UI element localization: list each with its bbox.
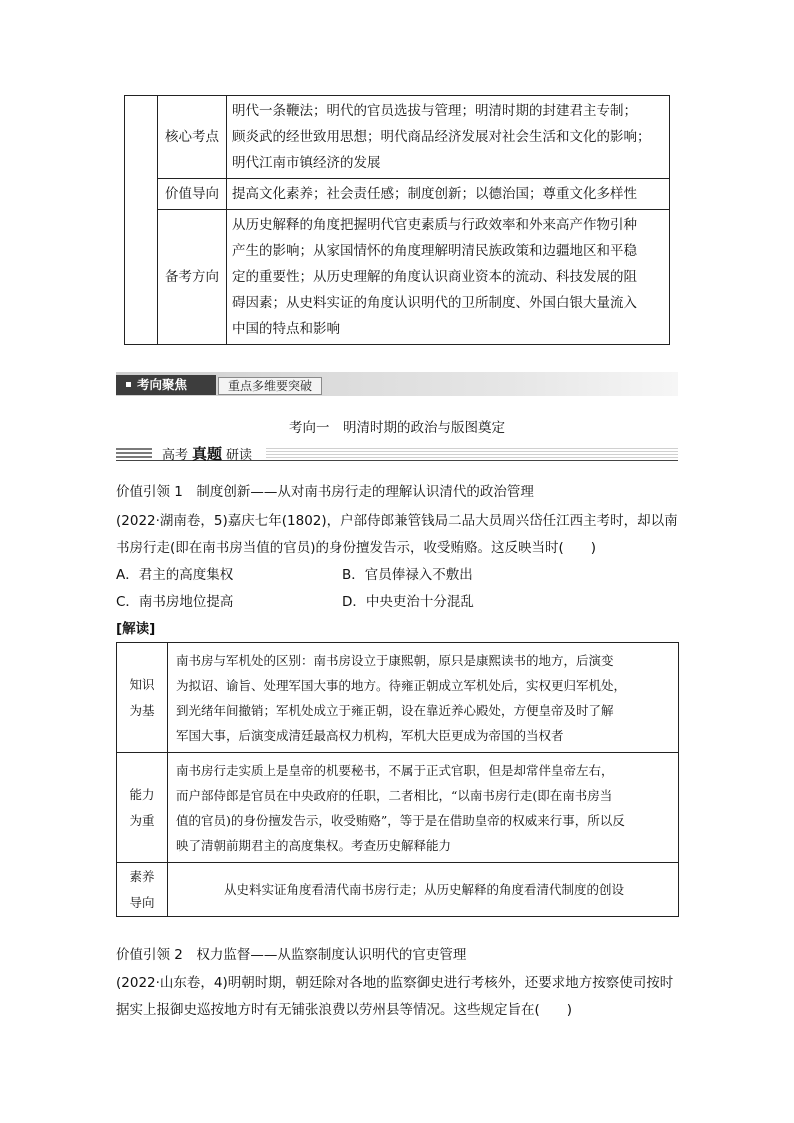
analysis-text-knowledge: 南书房与军机处的区别：南书房设立于康熙朝，原只是康熙读书的地方，后演变 为拟诏、谕旨、处理军国大事的地方。待雍正朝成立军机处后，实权更归军机处， 到光绪年间撤销；军机处成立于雍正朝，设在靠近养心殿处，方便皇帝及时了解 军国大事，后演变成清廷最高权力机构，军机大臣更成为帝国的当权者 [168, 643, 679, 753]
label-prep-direction: 备考方向 [158, 210, 227, 345]
q1-option-b: B．官员俸禄入不敷出 [342, 567, 473, 583]
q1-stem-line2: 书房行走(即在南书房当值的官员)的身份擅发告示，收受贿赂。这反映当时( ) [116, 540, 597, 556]
ribbon-stripe-left [116, 448, 152, 459]
ribbon-stripe-right [266, 448, 678, 459]
square-bullet-icon [126, 382, 131, 387]
analysis-text-literacy: 从史料实证角度看清代南书房行走；从历史解释的角度看清代制度的创设 [168, 863, 679, 917]
analysis-label-knowledge: 知识 为基 [117, 643, 168, 753]
q2-stem-line1: (2022·山东卷，4)明朝时期，朝廷除对各地的监察御史进行考核外，还要求地方按察使司按时 [116, 975, 674, 991]
core-points-text: 明代一条鞭法；明代的官员选拔与管理；明清时期的封建君主专制； 顾炎武的经世致用思想；明代商品经济发展对社会生活和文化的影响； 明代江南市镇经济的发展 [227, 96, 670, 179]
blank-cell [125, 96, 158, 345]
analysis-label: [解读] [116, 621, 156, 637]
q1-stem-line1: (2022·湖南卷，5)嘉庆七年(1802)，户部侍郎兼管钱局二品大员周兴岱任江西主考时，却以南 [116, 513, 678, 529]
ribbon-heading: 高考 真题 研读 [162, 445, 253, 463]
section-title: 考向一 明清时期的政治与版图奠定 [289, 420, 505, 436]
analysis-label-literacy: 素养 导向 [117, 863, 168, 917]
analysis-table [116, 642, 679, 917]
q2-lead: 价值引领 2 权力监督——从监察制度认识明代的官吏管理 [116, 947, 467, 963]
study-ribbon [116, 447, 678, 461]
q1-option-a: A．君主的高度集权 [116, 567, 234, 583]
label-core-points: 核心考点 [158, 96, 227, 179]
exam-focus-table [124, 95, 670, 345]
banner-tag-sub: 重点多维要突破 [218, 377, 322, 395]
q2-stem-line2: 据实上报御史巡按地方时有无铺张浪费以劳州县等情况。这些规定旨在( ) [116, 1002, 573, 1018]
value-orientation-text: 提高文化素养；社会责任感；制度创新；以德治国；尊重文化多样性 [227, 179, 670, 210]
q1-option-c: C．南书房地位提高 [116, 594, 234, 610]
analysis-label-ability: 能力 为重 [117, 753, 168, 863]
label-value-orientation: 价值导向 [158, 179, 227, 210]
q1-option-d: D．中央吏治十分混乱 [342, 594, 474, 610]
q1-lead: 价值引领 1 制度创新——从对南书房行走的理解认识清代的政治管理 [116, 484, 534, 500]
analysis-text-ability: 南书房行走实质上是皇帝的机要秘书，不属于正式官职，但是却常伴皇帝左右， 而户部侍郎是官员在中央政府的任职，二者相比，“以南书房行走(即在南书房当 值的官员)的身份擅发告示，收受贿赂”，等于是在借助皇帝的权威来行事，所以反 映了清朝前期君主的高度集权。考查历史解释能力 [168, 753, 679, 863]
banner-tag-main: 考向聚焦 [116, 375, 216, 395]
prep-direction-text: 从历史解释的角度把握明代官吏素质与行政效率和外来高产作物引种 产生的影响；从家国情怀的角度理解明清民族政策和边疆地区和平稳 定的重要性；从历史理解的角度认识商业资本的流动、科技发展的阻 碍因素；从史料实证的角度认识明代的卫所制度、外国白银大量流入 中国的特点和影响 [227, 210, 670, 345]
